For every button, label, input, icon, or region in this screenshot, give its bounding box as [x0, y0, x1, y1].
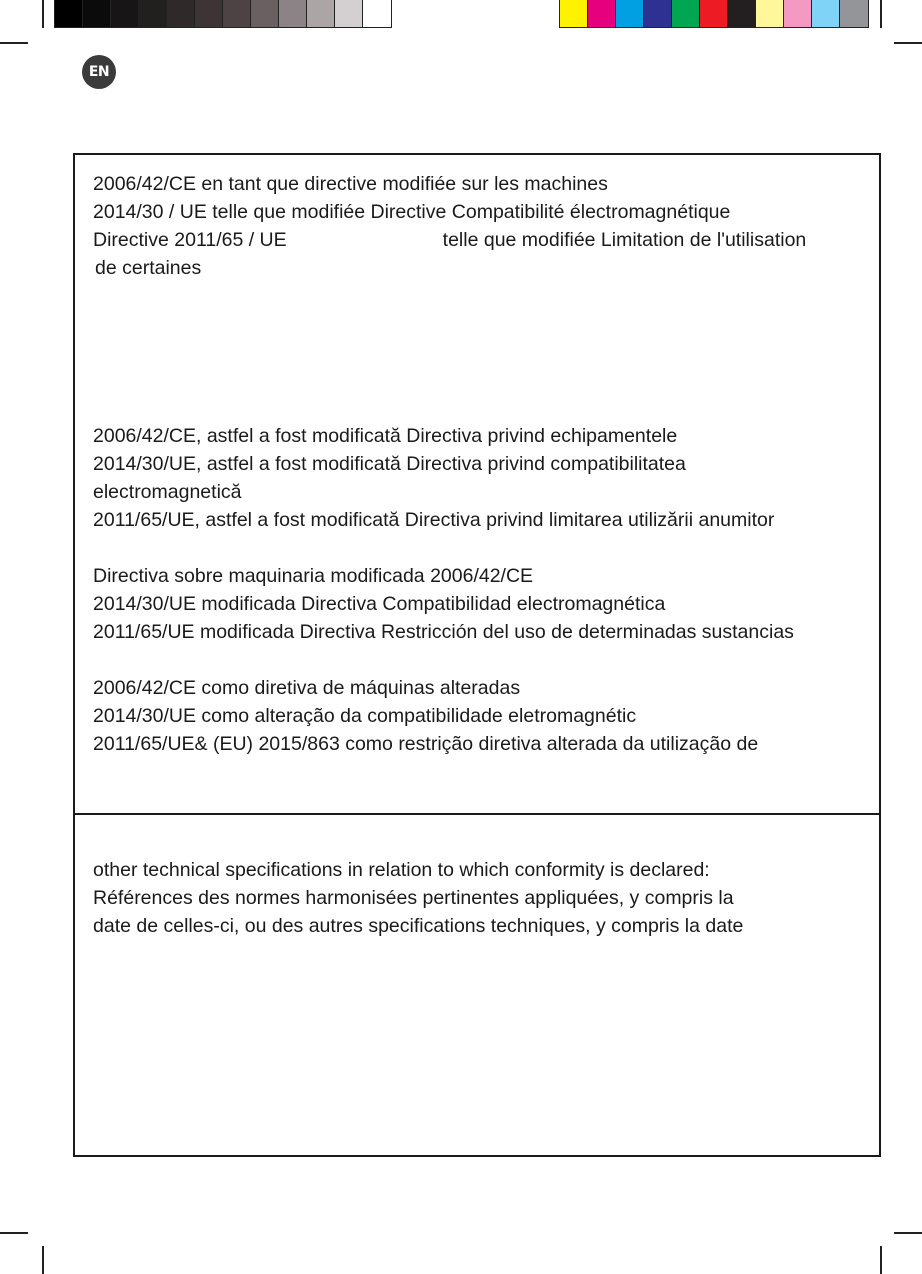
grayscale-swatch — [167, 0, 195, 27]
directive-es-line-3: 2011/65/UE modificada Directiva Restricción del uso de determinadas sustancias — [93, 621, 794, 643]
directive-fr-line-2: 2014/30 / UE telle que modifiée Directive Compatibilité électromagnétique — [93, 201, 731, 223]
standards-line-1: other technical specifications in relation to which conformity is declared: — [93, 859, 710, 881]
grayscale-swatch — [307, 0, 335, 27]
grayscale-swatch — [55, 0, 83, 27]
process-color-swatch — [728, 0, 756, 27]
directive-fr-line-4: de certaines — [95, 257, 202, 279]
crop-mark-top-left-h — [0, 42, 28, 44]
directive-es-line-1: Directiva sobre maquinaria modificada 2006/42/CE — [93, 565, 534, 587]
crop-mark-bottom-left-h — [0, 1232, 28, 1234]
grayscale-swatch — [139, 0, 167, 27]
directive-pt-line-1: 2006/42/CE como diretiva de máquinas alteradas — [93, 677, 521, 699]
crop-mark-bottom-right-v — [880, 1246, 882, 1274]
declaration-frame — [73, 153, 881, 1157]
crop-mark-bottom-left-v — [42, 1246, 44, 1274]
directive-pt-line-3: 2011/65/UE& (EU) 2015/863 como restrição diretiva alterada da utilização de — [93, 733, 759, 755]
directive-fr-line-3-left: Directive 2011/65 / UE — [93, 229, 287, 251]
crop-mark-top-right-h — [894, 42, 922, 44]
process-color-swatch — [672, 0, 700, 27]
grayscale-swatch — [335, 0, 363, 27]
directive-pt-line-2: 2014/30/UE como alteração da compatibilidade eletromagnétic — [93, 705, 637, 727]
directive-fr-line-3-right: telle que modifiée Limitation de l'utilisation — [442, 229, 807, 251]
grayscale-swatch — [363, 0, 391, 27]
directive-ro-line-2: 2014/30/UE, astfel a fost modificată Directiva privind compatibilitatea — [93, 453, 686, 475]
section-divider — [75, 813, 879, 815]
grayscale-swatch — [223, 0, 251, 27]
process-color-swatch — [812, 0, 840, 27]
grayscale-calibration-bar — [54, 0, 392, 28]
crop-mark-top-left-v — [42, 0, 44, 28]
directive-fr-line-3 — [93, 226, 806, 254]
grayscale-swatch — [111, 0, 139, 27]
crop-mark-bottom-right-h — [894, 1232, 922, 1234]
language-badge: EN — [82, 55, 116, 89]
directive-es-line-2: 2014/30/UE modificada Directiva Compatibilidad electromagnética — [93, 593, 666, 615]
standards-line-3: date de celles-ci, ou des autres specifications techniques, y compris la date — [93, 915, 744, 937]
directive-ro-line-1: 2006/42/CE, astfel a fost modificată Directiva privind echipamentele — [93, 425, 678, 447]
process-color-swatch — [840, 0, 868, 27]
process-color-swatch — [616, 0, 644, 27]
process-color-swatch — [700, 0, 728, 27]
process-color-swatch — [784, 0, 812, 27]
directive-fr-line-1: 2006/42/CE en tant que directive modifiée sur les machines — [93, 173, 608, 195]
directive-ro-line-4: 2011/65/UE, astfel a fost modificată Directiva privind limitarea utilizării anumitor — [93, 509, 775, 531]
grayscale-swatch — [251, 0, 279, 27]
grayscale-swatch — [195, 0, 223, 27]
process-color-calibration-bar — [559, 0, 869, 28]
crop-mark-top-right-v — [880, 0, 882, 28]
grayscale-swatch — [83, 0, 111, 27]
process-color-swatch — [644, 0, 672, 27]
grayscale-swatch — [279, 0, 307, 27]
process-color-swatch — [756, 0, 784, 27]
standards-line-2: Références des normes harmonisées pertinentes appliquées, y compris la — [93, 887, 734, 909]
process-color-swatch — [560, 0, 588, 27]
process-color-swatch — [588, 0, 616, 27]
directive-ro-line-3: electromagnetică — [93, 481, 242, 503]
